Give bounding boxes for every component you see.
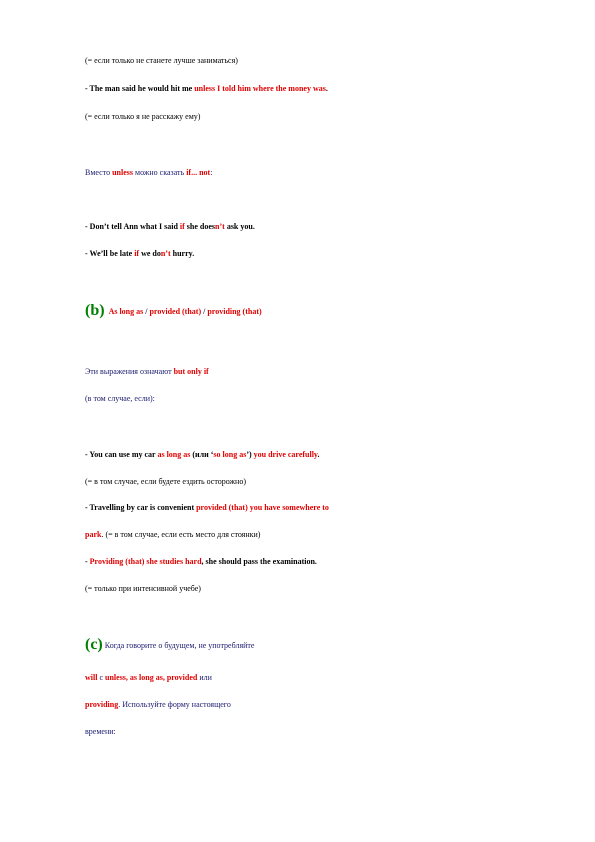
meaning-translation: (в том случае, если): [85,394,155,403]
example-sentence-if-not-2 [85,249,194,259]
section-heading-b [85,302,262,319]
highlight-segment: but only if [173,367,209,376]
text-segment: - Travelling by car is convenient [85,503,197,512]
example-sentence-providing [85,557,317,567]
highlight-segment: will [85,673,98,682]
text-segment: - The man said he would hit me [85,84,195,93]
rule-line-1 [85,673,212,683]
text-segment: . [325,84,328,93]
highlight-segment: unless [112,168,133,177]
text-segment: ask you. [224,222,255,231]
text-segment: , she should pass the examination. [201,557,317,566]
translation-note-1: (= если только не станете лучше заниматься) [85,56,238,65]
text-segment: : [210,168,213,177]
example-sentence-provided [85,503,329,513]
rule-line-2 [85,700,231,710]
text-segment: Вместо [85,168,113,177]
text-segment: we do [139,249,161,258]
text-segment: ’) [246,450,254,459]
highlight-segment: n’t [160,249,171,258]
text-segment: . Используйте форму настоящего [118,700,231,709]
text-segment: можно сказать [133,168,187,177]
highlight-segment: if... not [186,168,211,177]
text-segment: - You can use my car [85,450,158,459]
text-segment: . [317,450,320,459]
section-letter: (c) [85,636,103,653]
text-segment: - [85,557,90,566]
translation-note-2: (= если только я не расскажу ему) [85,112,201,121]
highlight-segment: providing [85,700,119,709]
translation-note-4: (= только при интенсивной учебе) [85,584,201,593]
text-segment: / [201,307,208,316]
example-sentence-unless [85,84,328,94]
rule-line-3: времени: [85,727,116,736]
translation-note-3: (= в том случае, если будете ездить осторожно) [85,477,246,486]
highlight-segment: unless I told him where the money was [194,84,326,93]
rule-if-not [85,168,212,178]
highlight-segment: provided (that) you have somewhere to [196,503,329,512]
text-segment: или [197,673,212,682]
example-sentence-provided-cont [85,530,260,540]
highlight-segment: Providing (that) she studies hard [89,557,202,566]
example-sentence-as-long-as [85,450,320,460]
text-segment: Когда говорите о будущем, не употребляйте [102,641,255,650]
text-segment: / [143,307,150,316]
highlight-segment: As long as [108,307,144,316]
example-sentence-if-not-1 [85,222,255,232]
text-segment: hurry. [170,249,195,258]
section-heading-c [85,636,255,653]
highlight-segment: as long as [157,450,191,459]
highlight-segment: n’t [215,222,225,231]
highlight-segment: provided (that) [149,307,202,316]
highlight-segment: unless, as long as, provided [105,673,198,682]
text-segment: Эти выражения означают [85,367,174,376]
text-segment: с [97,673,106,682]
text-segment: (или ‘ [190,450,214,459]
section-letter: (b) [85,302,105,319]
text-segment: . (= в том случае, если есть место для стоянки) [101,530,261,539]
highlight-segment: if [134,249,140,258]
highlight-segment: providing (that) [207,307,262,316]
text-segment: she does [184,222,216,231]
text-segment: - We’ll be late [85,249,135,258]
meaning-note [85,367,209,377]
text-segment: - Don’t tell Ann what I said [85,222,180,231]
highlight-segment: so long as [213,450,247,459]
highlight-segment: you drive carefully [253,450,318,459]
highlight-segment: park [85,530,102,539]
highlight-segment: if [179,222,185,231]
